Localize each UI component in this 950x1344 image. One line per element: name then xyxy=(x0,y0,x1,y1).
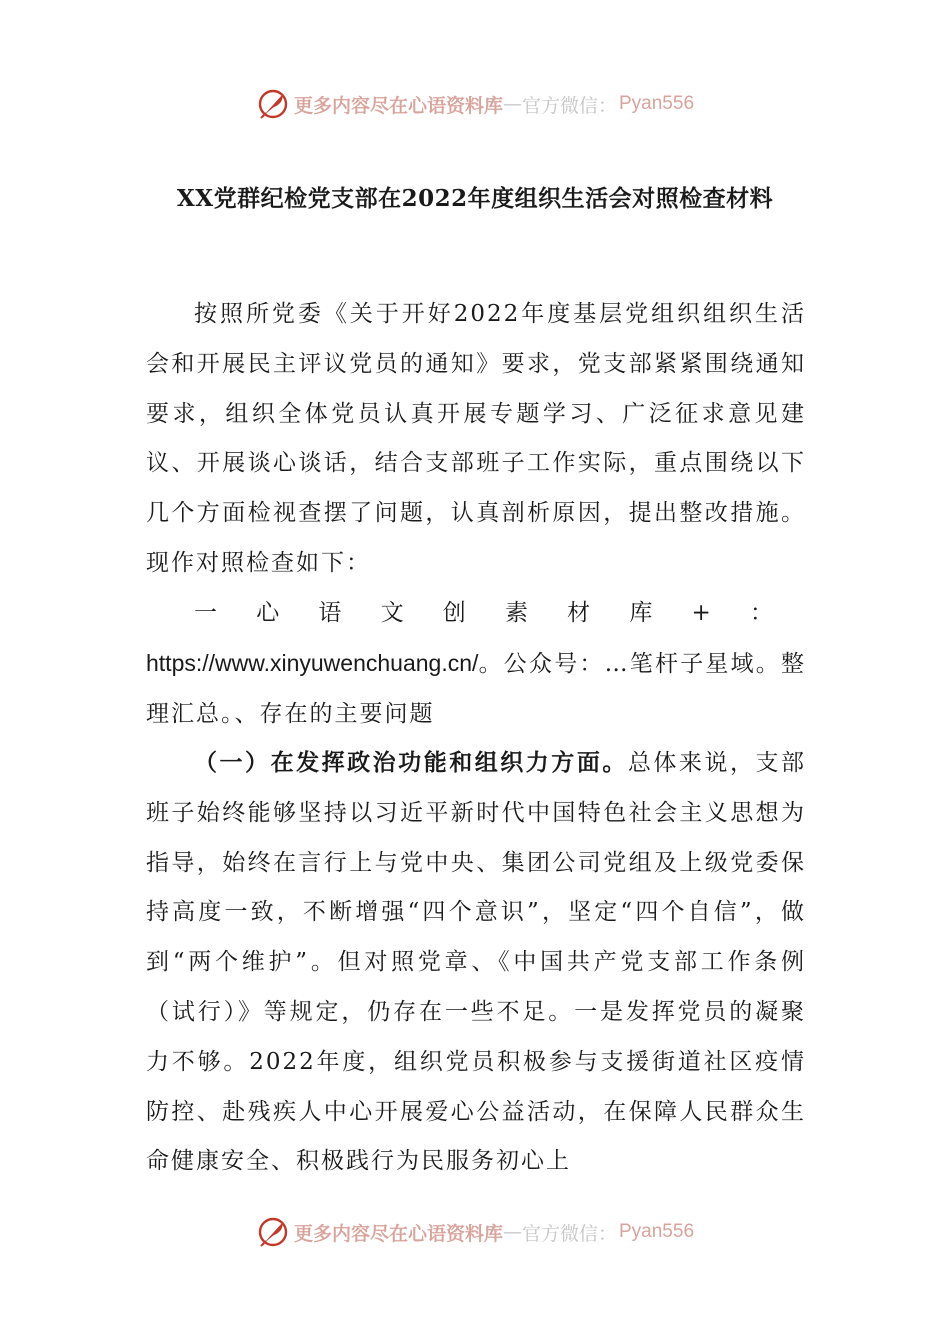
promo-url: https://www.xinyuwenchuang.cn/ xyxy=(146,649,479,676)
banner-wechat-id: Pyan556 xyxy=(619,93,695,114)
promo-paragraph xyxy=(146,589,806,739)
intro-paragraph: 按照所党委《关于开好2022年度基层党组织组织生活会和开展民主评议党员的通知》要求，党支部紧紧围绕通知要求，组织全体党员认真开展专题学习、广泛征求意见建议、开展谈心谈话，结合支部班子工作实际，重点围绕以下几个方面检视查摆了问题，认真剖析原因，提出整改措施。现作对照检查如下： xyxy=(146,301,806,576)
document-title: XX党群纪检党支部在2022年度组织生活会对照检查材料 xyxy=(176,185,774,212)
quill-logo-icon xyxy=(256,1215,290,1249)
banner-site-name: 更多内容尽在心语资料库 xyxy=(293,94,503,117)
quill-logo-icon xyxy=(256,87,290,121)
banner-separator: — xyxy=(502,93,522,115)
banner-site-name: 更多内容尽在心语资料库 xyxy=(293,1222,503,1245)
banner-wechat-label: 官方微信： xyxy=(521,1222,617,1245)
footer-banner xyxy=(0,1212,950,1252)
promo-spread-text: 一心语文创素材库+： xyxy=(194,600,806,626)
section-1-body: 总体来说，支部班子始终能够坚持以习近平新时代中国特色社会主义思想为指导，始终在言行上与党中央、集团公司党组及上级党委保持高度一致，不断增强“四个意识”，坚定“四个自信”，做到“两个维护”。但对照党章、《中国共产党支部工作条例（试行）》等规定，仍存在一些不足。一是发挥党员的凝聚力不够。2022年度，组织党员积极参与支援街道社区疫情防控、赴残疾人中心开展爱心公益活动，在保障人民群众生命健康安全、积极践行为民服务初心上 xyxy=(146,750,807,1175)
section-1-heading: （一）在发挥政治功能和组织力方面。 xyxy=(194,749,628,776)
banner-wechat-id: Pyan556 xyxy=(619,1221,695,1242)
section-1-paragraph xyxy=(146,738,806,1187)
header-banner xyxy=(0,84,950,124)
banner-separator: — xyxy=(502,1221,522,1243)
promo-rest: 。公众号：…笔杆子星域。整理汇总。、存在的主要问题 xyxy=(146,650,806,727)
banner-wechat-label: 官方微信： xyxy=(521,94,617,117)
